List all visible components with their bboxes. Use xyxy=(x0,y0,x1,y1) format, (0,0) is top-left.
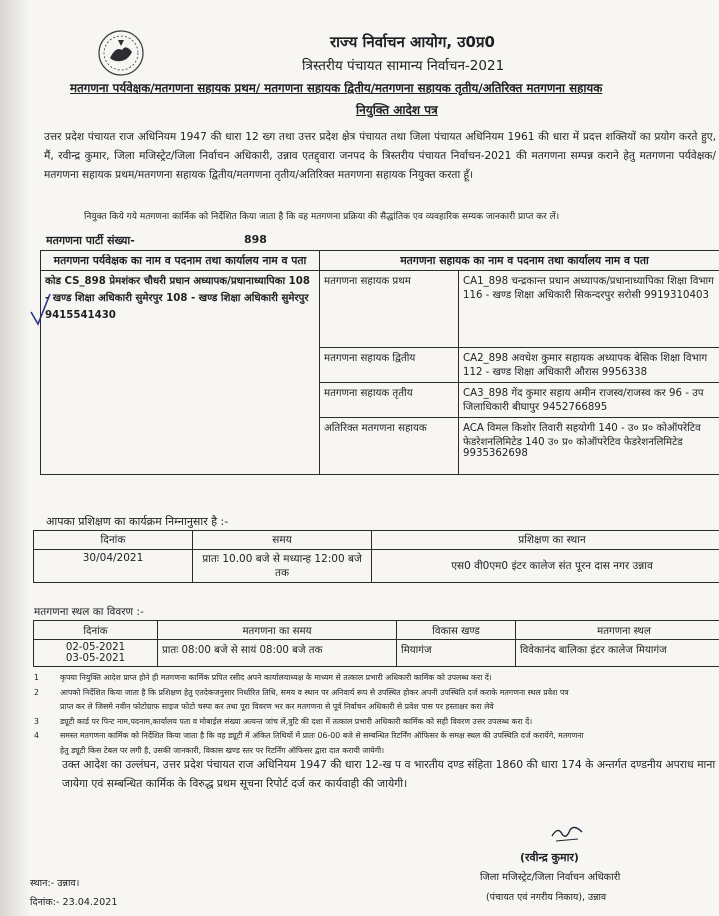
counting-dates xyxy=(34,640,158,667)
supervisor-cell: कोड CS_898 प्रेमशंकर चौधरी प्रधान अध्यापक/प्रधानाध्यापिका 108 - खण्ड शिक्षा अधिकारी सुमेरपुर 108 - खण्ड शिक्षा अधिकारी सुमेरपुर 9415541430 xyxy=(41,271,320,475)
training-header-place: प्रशिक्षण का स्थान xyxy=(372,531,719,550)
assistant-detail: CA1_898 चन्द्रकान्त प्रधान अध्यापक/प्रधानाध्यापिका शिक्षा विभाग 116 - खण्ड शिक्षा अधिकारी सिकन्दरपुर सरोसी 9919310403 xyxy=(459,271,719,348)
staff-col1-header: मतगणना पर्यवेक्षक का नाम व पदनाम तथा कार्यालय नाम व पता xyxy=(41,251,320,271)
issue-date: दिनांक:- 23.04.2021 xyxy=(30,897,118,908)
training-header-time: समय xyxy=(193,531,372,550)
training-heading: आपका प्रशिक्षण का कार्यक्रम निम्नानुसार है :- xyxy=(46,515,229,528)
order-title: नियुक्ति आदेश पत्र xyxy=(356,103,438,117)
counting-heading: मतगणना स्थल का विवरण :- xyxy=(34,606,144,618)
training-header-date: दिनांक xyxy=(34,531,193,550)
instruction-item: 3 ड्यूटी कार्ड पर पिन्ट नाम,पदनाम,कार्यालय पता व मोबाईल संख्या अत्यन्त जांच लें,त्रुटि की दशा में तत्काल प्रभारी अधिकारी कार्मिक को सही विवरण उत्तर उपलब्ध करा दें। xyxy=(34,716,533,726)
counting-table xyxy=(33,620,719,667)
instructions-list xyxy=(34,671,719,758)
counting-header-block: विकास खण्ड xyxy=(397,621,516,640)
assistant-role: मतगणना सहायक द्वितीय xyxy=(320,348,459,383)
signature-icon xyxy=(548,822,588,844)
assistant-role: मतगणना सहायक तृतीय xyxy=(320,383,459,418)
assistant-detail: CA3_898 गेंद कुमार सहाय अमीन राजस्व/राजस्व कर 96 - उप जिलाधिकारी बीघापुर 9452766895 xyxy=(459,383,719,418)
assistant-role: मतगणना सहायक प्रथम xyxy=(320,271,459,348)
counting-header-date: दिनांक xyxy=(34,621,158,640)
training-time: प्रातः 10.00 बजे से मध्यान्ह 12:00 बजे तक xyxy=(193,550,372,583)
commission-title: राज्य निर्वाचन आयोग, उ0प्र0 xyxy=(330,33,495,51)
assistant-role: अतिरिक्त मतगणना सहायक xyxy=(320,418,459,475)
training-table xyxy=(33,530,719,583)
signatory-title: जिला मजिस्ट्रेट/जिला निर्वाचन अधिकारी xyxy=(480,872,621,883)
counting-header-time: मतगणना का समय xyxy=(158,621,397,640)
instruction-item: हेतु ड्यूटी किस टेबल पर लगी है, उसकी जानकारी, विकास खण्ड स्तर पर रिटर्निंग ऑफिसर द्वारा दात करायी जायेगी। xyxy=(60,745,385,755)
instruction-item: 2 आपको निर्देशित किया जाता है कि प्रशिक्षण हेतु एतदेकजनुसार निर्धारित तिथि, समय व स्थान पर अनिवार्य रूप से उपस्थित होकर अपनी उपस्थिति दर्ज कराके मतगणना स्थल प्रवेश पत्र xyxy=(34,687,569,697)
issue-place: स्थान:- उन्नाव। xyxy=(30,878,80,889)
election-subtitle: त्रिस्तरीय पंचायत सामान्य निर्वाचन-2021 xyxy=(302,58,505,74)
intro-paragraph: उत्तर प्रदेश पंचायत राज अधिनियम 1947 की धारा 12 ख्ग तथा उत्तर प्रदेश क्षेत्र पंचायत तथा जिला पंचायत अधिनियम 1961 की धारा में प्रदत्त शक्तियों का प्रयोग करते हुए, मैं, रवीन्द्र कुमार, जिला मजिस्ट्रेट/जिला निर्वाचन अधिकारी, उन्नाव एतद्द्वारा जनपद के त्रिस्तरीय पंचायत निर्वाचन-2021 की मतगणना सम्पन्न कराने हेतु मतगणना पर्यवेक्षक/मतगणना सहायक प्रथम/मतगणना सहायक द्वितीय/मतगणना तृतीय/अतिरिक्त मतगणना सहायक नियुक्त करता हूँ। xyxy=(44,131,716,181)
staff-col2-header: मतगणना सहायक का नाम व पदनाम तथा कार्यालय नाम व पता xyxy=(320,251,719,271)
instruction-item: 4 समस्त मतगणना कार्मिक को निर्देशित किया जाता है कि वह ड्यूटी में अंकित तिथियों में प्रातः 06-00 बजे से सम्बन्धित रिटर्निंग ऑफिसर के समक्ष स्थल की उपस्थिति दर्ज करायेंगे, मतगणना xyxy=(34,731,584,740)
signatory-name: (रवीन्द्र कुमार) xyxy=(520,851,579,864)
assistant-detail: ACA विमल किशोर तिवारी सहयोगी 140 - उ० प्र० कोऑपरेटिव फेडरेशनलिमिटेड 140 उ० प्र० कोऑपरेटिव फेडरेशनलिमिटेड 9935362698 xyxy=(459,418,719,475)
intro-note: नियुक्त किये गये मतगणना कार्मिक को निर्देशित किया जाता है कि वह मतगणना प्रक्रिया की सैद्धांतिक एव व्यवहारिक सम्यक जानकारी प्राप्त कर लें। xyxy=(84,212,560,222)
training-place: एस0 वी0एम0 इंटर कालेज संत पूरन दास नगर उन्नाव xyxy=(372,550,719,583)
counting-date: 02-05-2021 xyxy=(65,642,126,653)
counting-block: मियागंज xyxy=(397,640,516,667)
training-date: 30/04/2021 xyxy=(34,550,193,583)
instruction-item: प्राप्त कर ले जिसमे नवीन फोटोग्राफ साइज फोटो चस्पा कर तथा पूरा विवरण भर कर मतगणना से पूर्व निर्वाचन अधिकारी से प्रवेश पास पर हस्ताक्षर करा लेवे xyxy=(60,702,494,711)
emblem-icon xyxy=(96,28,146,78)
assistant-detail: CA2_898 अवधेश कुमार सहायक अध्यापक बेसिक शिक्षा विभाग 112 - खण्ड शिक्षा अधिकारी औरास 9956338 xyxy=(459,348,719,383)
instruction-item: 1 कृपया नियुक्ति आदेश प्राप्त होने ही मतगणना कार्मिक प्रपित रसीद अपने कार्यालयाध्यक्ष के माध्यम से तत्काल प्रभारी अधिकारी कार्मिक को उपलब्ध करा दें। xyxy=(34,673,492,682)
counting-date: 03-05-2021 xyxy=(65,653,126,664)
party-number: 898 xyxy=(244,233,267,246)
designation-line: मतगणना पर्यवेक्षक/मतगणना सहायक प्रथम/ मतगणना सहायक द्वितीय/मतगणना सहायक तृतीय/अतिरिक्त मतगणना सहायक xyxy=(70,81,603,95)
signatory-subtitle: (पंचायत एवं नगरीय निकाय), उन्नाव xyxy=(486,892,607,903)
counting-time: प्रातः 08:00 बजे से सायं 08:00 बजे तक xyxy=(158,640,397,667)
counting-header-place: मतगणना स्थल xyxy=(516,621,719,640)
penalty-paragraph: उक्त आदेश का उल्लंघन, उत्तर प्रदेश पंचायत राज अधिनियम 1947 की धारा 12-ख प व भारतीय दण्ड संहिता 1860 की धारा 174 के अन्तर्गत दण्डनीय अपराध माना जायेगा एवं सम्बन्धित कार्मिक के विरुद्ध प्रथम सूचना रिपोर्ट दर्ज कर कार्यवाही की जायेगी। xyxy=(62,758,716,790)
counting-place: विवेकानंद बालिका इंटर कालेज मियागंज xyxy=(516,640,719,667)
page-shadow xyxy=(0,0,30,916)
staff-table xyxy=(40,250,719,475)
party-label: मतगणना पार्टी संख्या- xyxy=(46,234,135,247)
